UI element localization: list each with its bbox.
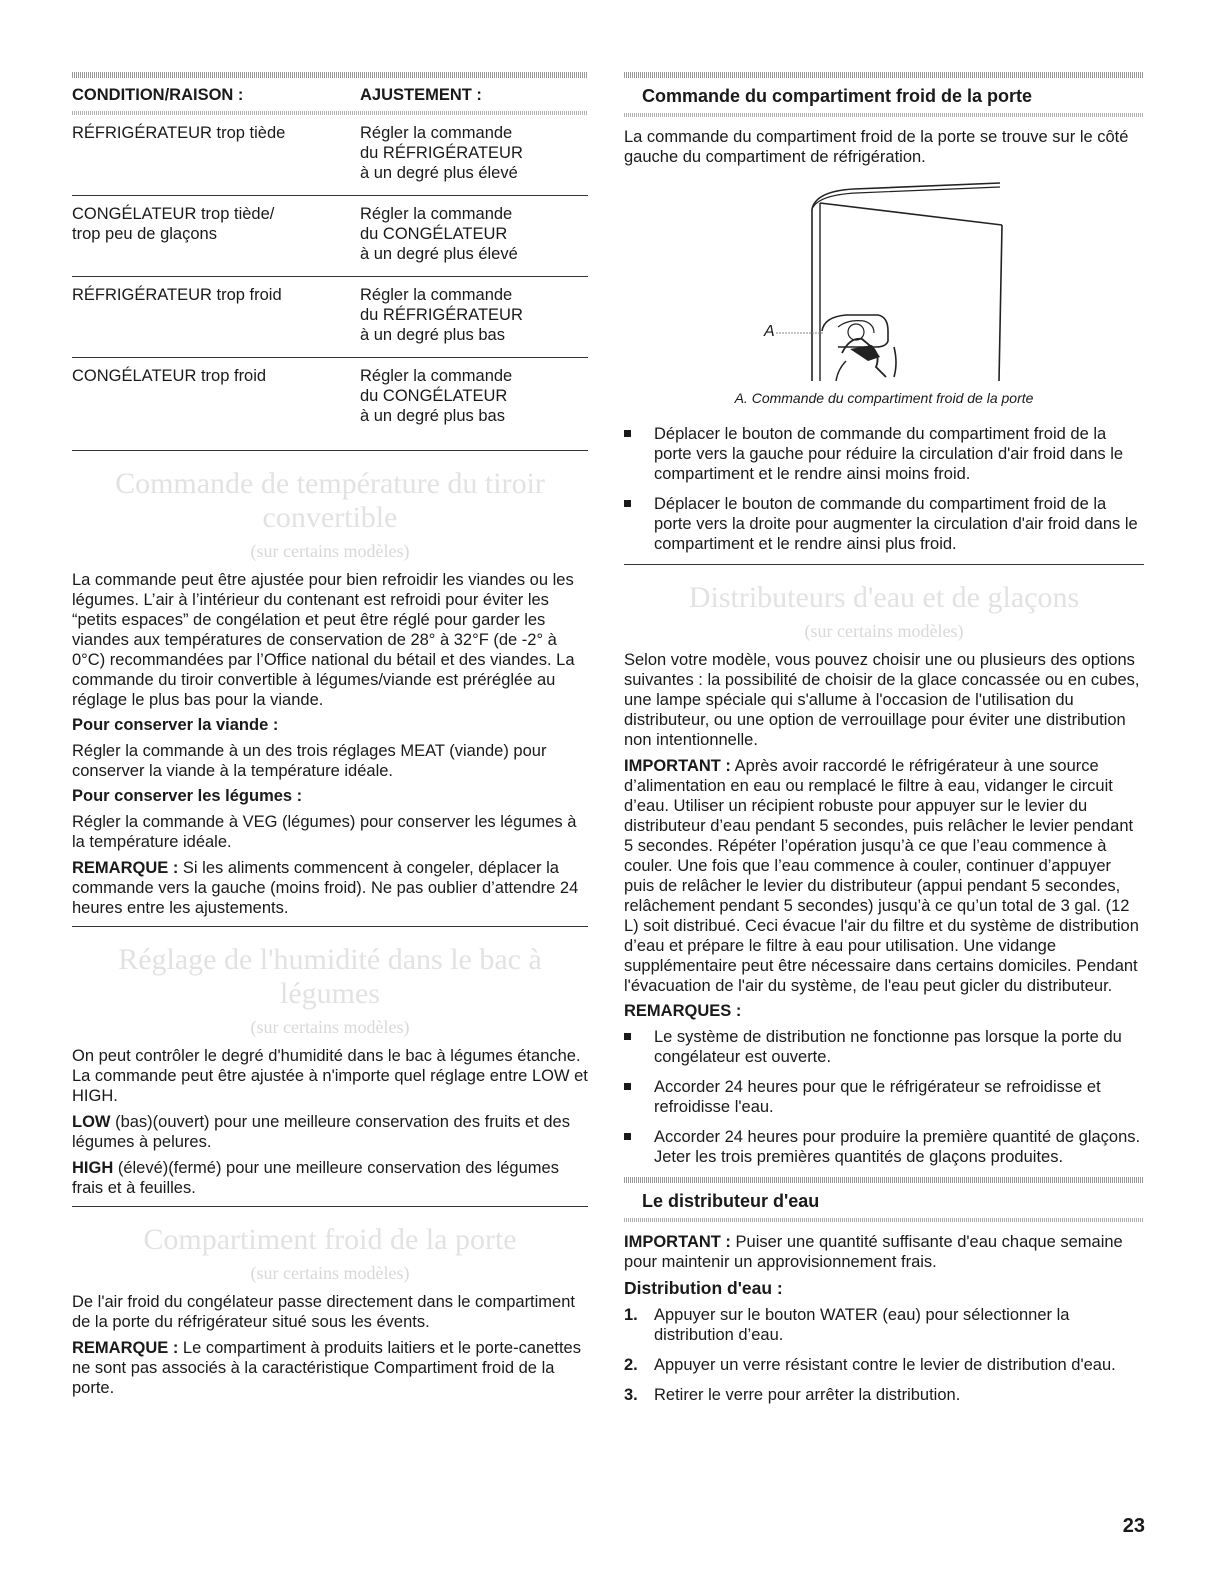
cell-adjustment: Régler la commande du RÉFRIGÉRATEUR à un degré plus élevé bbox=[360, 124, 523, 182]
high-text: (élevé)(fermé) pour une meilleure conservation des légumes frais et à feuilles. bbox=[72, 1159, 559, 1197]
convertible-title-line1: Commande de température du tiroir bbox=[115, 467, 545, 500]
humidity-high bbox=[72, 1158, 588, 1198]
veg-heading: Pour conserver les légumes : bbox=[72, 787, 303, 805]
cell-condition: CONGÉLATEUR trop froid bbox=[72, 367, 267, 385]
figure-caption: A. Commande du compartiment froid de la porte bbox=[734, 390, 1034, 406]
note-text: Le compartiment à produits laitiers et le porte-canettes ne sont pas associés à la caractéristique Compartiment froid de la porte. bbox=[72, 1339, 581, 1397]
figure-label-a: A bbox=[764, 323, 775, 340]
cell-condition: CONGÉLATEUR trop tiède/ trop peu de glaçons bbox=[72, 205, 275, 243]
door-control-intro: La commande du compartiment froid de la porte se trouve sur le côté gauche du compartiment de réfrigération. bbox=[624, 128, 1129, 166]
distribution-steps bbox=[624, 1305, 1144, 1405]
list-item: Accorder 24 heures pour produire la première quantité de glaçons. Jeter les trois premières quantités de glaçons produites. bbox=[624, 1127, 1144, 1167]
note-label: REMARQUE : bbox=[72, 859, 179, 877]
important-label: IMPORTANT : bbox=[624, 757, 731, 775]
list-item bbox=[624, 1355, 1144, 1375]
section-divider bbox=[624, 564, 1144, 565]
remarks-list bbox=[624, 1027, 1144, 1167]
door-cold-note bbox=[72, 1338, 588, 1398]
header-adjustment: AJUSTEMENT : bbox=[360, 86, 482, 104]
convertible-note bbox=[72, 858, 588, 918]
humidity-subtitle: (sur certains modèles) bbox=[250, 1017, 410, 1037]
note-label: REMARQUE : bbox=[72, 1339, 179, 1357]
door-cold-title: Compartiment froid de la porte bbox=[143, 1223, 517, 1256]
convertible-intro: La commande peut être ajustée pour bien refroidir les viandes ou les légumes. L’air à l’intérieur du contenant est refroidi pour éviter les “petits espaces” de congélation et peut être réglé pour garder les viandes aux températures de conservation de 28° à 32°F (de -2° à 0°C) recommandées par l’Office national du bétail et des viandes. La commande du tiroir convertible à légumes/viande est préréglée au réglage le plus bas pour la viande. bbox=[72, 571, 575, 709]
step-number: 2. bbox=[624, 1356, 638, 1374]
high-label: HIGH bbox=[72, 1159, 114, 1177]
low-text: (bas)(ouvert) pour une meilleure conservation des fruits et des légumes à pelures. bbox=[72, 1113, 570, 1151]
table-row bbox=[72, 358, 588, 438]
distribution-heading: Distribution d'eau : bbox=[624, 1278, 783, 1298]
important-label: IMPORTANT : bbox=[624, 1233, 731, 1251]
door-cold-intro: De l'air froid du congélateur passe directement dans le compartiment de la porte du réfrigérateur situé sous les évents. bbox=[72, 1293, 575, 1331]
convertible-subtitle: (sur certains modèles) bbox=[250, 541, 410, 561]
section-title-rule bbox=[624, 113, 1144, 117]
list-item: Accorder 24 heures pour que le réfrigérateur se refroidisse et refroidisse l'eau. bbox=[624, 1077, 1144, 1117]
refrigerator-door-illustration bbox=[624, 181, 1144, 386]
meat-heading: Pour conserver la viande : bbox=[72, 716, 279, 734]
door-control-figure bbox=[624, 181, 1144, 386]
step-number: 3. bbox=[624, 1386, 638, 1404]
list-item bbox=[624, 1305, 1144, 1345]
table-row bbox=[72, 277, 588, 358]
door-control-bullets bbox=[624, 424, 1144, 554]
cell-condition: RÉFRIGÉRATEUR trop froid bbox=[72, 286, 282, 304]
table-row bbox=[72, 196, 588, 277]
section-divider bbox=[72, 926, 588, 927]
list-item bbox=[624, 1385, 1144, 1405]
meat-text: Régler la commande à un des trois réglages MEAT (viande) pour conserver la viande à la température idéale. bbox=[72, 742, 547, 780]
dispensers-important bbox=[624, 756, 1144, 996]
dispensers-title: Distributeurs d'eau et de glaçons bbox=[688, 581, 1080, 614]
humidity-low bbox=[72, 1112, 588, 1152]
table-row bbox=[72, 115, 588, 196]
list-item: Déplacer le bouton de commande du compartiment froid de la porte vers la droite pour augmenter la circulation d'air froid dans le compartiment et le rendre ainsi plus froid. bbox=[624, 494, 1144, 554]
dispensers-subtitle: (sur certains modèles) bbox=[804, 621, 964, 641]
humidity-intro: On peut contrôler le degré d'humidité dans le bac à légumes étanche. La commande peut être ajustée à n'importe quel réglage entre LOW et HIGH. bbox=[72, 1047, 588, 1105]
page-number: 23 bbox=[1122, 1515, 1145, 1537]
humidity-title: Réglage de l'humidité dans le bac à légumes bbox=[118, 943, 542, 1010]
step-text: Appuyer un verre résistant contre le levier de distribution d'eau. bbox=[654, 1356, 1116, 1374]
veg-text: Régler la commande à VEG (légumes) pour conserver les légumes à la température idéale. bbox=[72, 813, 577, 851]
water-dispenser-title: Le distributeur d'eau bbox=[642, 1191, 820, 1211]
list-item: Déplacer le bouton de commande du compartiment froid de la porte vers la gauche pour réduire la circulation d'air froid dans le compartiment et le rendre ainsi moins froid. bbox=[624, 424, 1144, 484]
low-label: LOW bbox=[72, 1113, 111, 1131]
section-divider bbox=[72, 1206, 588, 1207]
water-important bbox=[624, 1232, 1144, 1272]
door-control-title: Commande du compartiment froid de la porte bbox=[642, 86, 1033, 106]
right-column bbox=[624, 72, 1144, 1415]
important-text: Après avoir raccordé le réfrigérateur à une source d’alimentation en eau ou remplacé le filtre à eau, vidanger le circuit d’eau. Utiliser un récipient robuste pour appuyer sur le levier du distributeur d’eau pendant 5 secondes, puis relâcher le levier pendant 5 secondes. Répéter l’opération jusqu’à ce que l’eau commence à couler. Une fois que l’eau commence à couler, continuer d’appuyer puis de relâcher le levier du distributeur (appui pendant 5 secondes, relâchement pendant 5 secondes) jusqu’à ce qu’un total de 3 gal. (12 L) soit distribué. Ceci évacue l'air du filtre et du système de distribution d’eau et prépare le filtre à eau pour utilisation. Une vidange supplémentaire peut être nécessaire dans certains domiciles. Pendant l'évacuation de l'air du système, de l'eau peut gicler du distributeur. bbox=[624, 757, 1139, 995]
cell-adjustment: Régler la commande du CONGÉLATEUR à un degré plus bas bbox=[360, 367, 513, 425]
left-column bbox=[72, 72, 588, 1404]
section-title-rule bbox=[624, 1218, 1144, 1222]
note-text: Si les aliments commencent à congeler, déplacer la commande vers la gauche (moins froid). Ne pas oublier d’attendre 24 heures entre les ajustements. bbox=[72, 859, 579, 917]
section-divider bbox=[72, 450, 588, 451]
step-text: Appuyer sur le bouton WATER (eau) pour sélectionner la distribution d’eau. bbox=[654, 1306, 1070, 1344]
convertible-title-line2: convertible bbox=[262, 501, 398, 534]
remarks-heading: REMARQUES : bbox=[624, 1002, 742, 1020]
door-cold-subtitle: (sur certains modèles) bbox=[250, 1263, 410, 1283]
cell-adjustment: Régler la commande du CONGÉLATEUR à un degré plus élevé bbox=[360, 205, 518, 263]
important-text: Puiser une quantité suffisante d'eau chaque semaine pour maintenir un approvisionnement frais. bbox=[624, 1233, 1123, 1271]
table-header bbox=[72, 78, 588, 111]
header-condition: CONDITION/RAISON : bbox=[72, 86, 244, 104]
cell-adjustment: Régler la commande du RÉFRIGÉRATEUR à un degré plus bas bbox=[360, 286, 523, 344]
list-item: Le système de distribution ne fonctionne pas lorsque la porte du congélateur est ouverte. bbox=[624, 1027, 1144, 1067]
step-number: 1. bbox=[624, 1306, 638, 1324]
dispensers-intro: Selon votre modèle, vous pouvez choisir une ou plusieurs des options suivantes : la possibilité de choisir de la glace concassée ou en cubes, une lampe spéciale qui s'allume à l'occasion de l'utilisation du distributeur, ou une option de verrouillage pour éviter une distribution non intentionnelle. bbox=[624, 651, 1140, 749]
cell-condition: RÉFRIGÉRATEUR trop tiède bbox=[72, 124, 286, 142]
step-text: Retirer le verre pour arrêter la distribution. bbox=[654, 1386, 961, 1404]
